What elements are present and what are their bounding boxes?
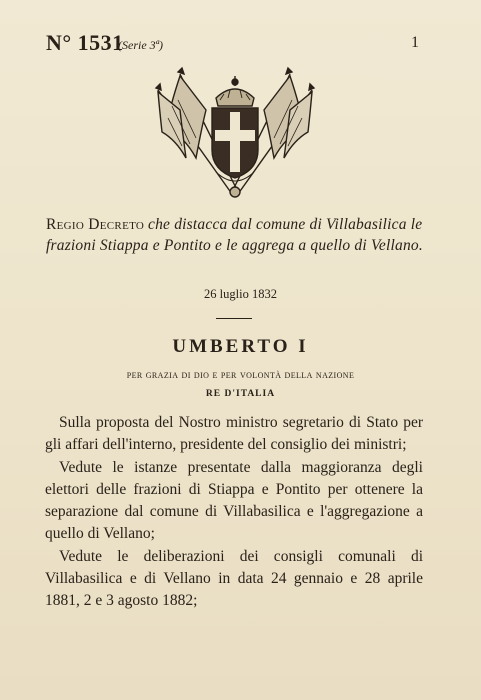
savoy-coat-of-arms-icon xyxy=(150,66,320,206)
decree-title xyxy=(46,214,426,256)
king-name: UMBERTO I xyxy=(172,336,309,357)
decree-date: 26 luglio 1832 xyxy=(204,287,277,301)
decree-number: N° 1531 xyxy=(46,30,124,55)
re-ditalia: RE D'ITALIA xyxy=(205,389,276,399)
decree-body xyxy=(45,412,423,613)
paragraph: Vedute le istanze presentate dalla maggioranza degli elettori delle frazioni di Stiappa e Pontito per ottenere la separazione dal comune di Villabasilica e l'aggregazione a quello di Vellano; xyxy=(45,458,423,543)
title-text: che distacca dal comune di Villabasilica le frazioni Stiappa e Pontito e le aggrega a quello di Vellano. xyxy=(46,216,423,254)
paragraph: Vedute le deliberazioni dei consigli comunali di Villabasilica e di Vellano in data 24 gennaio e 28 aprile 1881, 2 e 3 agosto 1882; xyxy=(45,547,423,610)
title-lead: Regio Decreto xyxy=(46,216,145,233)
serie-label: (Serie 3ª) xyxy=(118,38,163,52)
page-number: 1 xyxy=(411,34,419,51)
divider xyxy=(216,318,252,319)
paragraph: Sulla proposta del Nostro ministro segretario di Stato per gli affari dell'interno, presidente del consiglio dei ministri; xyxy=(45,414,423,454)
grazia-line: per grazia di dio e per volontà della nazione xyxy=(126,369,355,381)
